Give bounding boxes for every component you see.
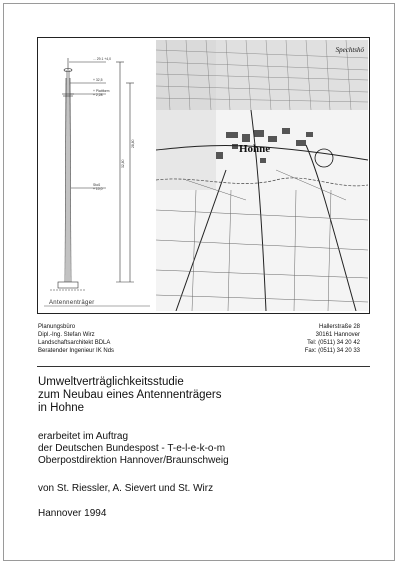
tower-annotation: + 32,5 bbox=[93, 78, 103, 82]
title-line: zum Neubau eines Antennenträgers bbox=[38, 389, 222, 401]
document-subtitle bbox=[38, 431, 229, 467]
map-corner-label: Spechtshö bbox=[335, 46, 364, 54]
office-line: Beratender Ingenieur IK Nds bbox=[38, 348, 115, 354]
title-line: in Hohne bbox=[38, 402, 85, 414]
document-title bbox=[38, 376, 221, 415]
subtitle-line: der Deutschen Bundespost - T-e-l-e-k-o-m bbox=[38, 443, 226, 454]
office-line: Planungsbüro bbox=[38, 324, 76, 330]
tower-annotation: 32,80 bbox=[121, 159, 125, 168]
tower-annotation: + 2,28 bbox=[93, 93, 103, 97]
antenna-tower-drawing bbox=[38, 38, 155, 313]
cover-figure-frame bbox=[37, 37, 370, 314]
office-line: Dipl.-Ing. Stefan Wirz bbox=[38, 332, 95, 338]
place-date: Hannover 1994 bbox=[38, 508, 107, 519]
tower-annotation: 28,80 bbox=[131, 139, 135, 148]
contact-line: 30161 Hannover bbox=[315, 332, 360, 338]
contact-line: Fax: (0511) 34 20 33 bbox=[304, 348, 360, 354]
topographic-map bbox=[156, 40, 368, 311]
contact-line: Tel: (0511) 34 20 42 bbox=[307, 340, 360, 346]
office-address-block bbox=[38, 323, 114, 355]
contact-line: Hallerstraße 28 bbox=[318, 324, 360, 330]
authors: von St. Riessler, A. Sievert und St. Wirz bbox=[38, 483, 214, 494]
subtitle-line: Oberpostdirektion Hannover/Braunschweig bbox=[38, 455, 229, 466]
divider-line bbox=[37, 366, 370, 367]
office-line: Landschaftsarchitekt BDLA bbox=[38, 340, 111, 346]
office-contact-block bbox=[305, 323, 360, 355]
title-line: Umweltverträglichkeitsstudie bbox=[38, 376, 184, 388]
document-page bbox=[3, 3, 395, 561]
tower-caption: Antennenträger bbox=[49, 300, 95, 306]
subtitle-line: erarbeitet im Auftrag bbox=[38, 431, 129, 442]
tower-annotation: + Plattform bbox=[93, 89, 110, 93]
tower-annotation: Stoß bbox=[93, 183, 101, 187]
map-drawing bbox=[156, 40, 368, 311]
map-town-label: Hohne bbox=[239, 143, 271, 155]
tower-annotation: + 10,0 bbox=[93, 187, 103, 191]
tower-annotation: ... 29.1 +4,0 bbox=[93, 57, 112, 61]
